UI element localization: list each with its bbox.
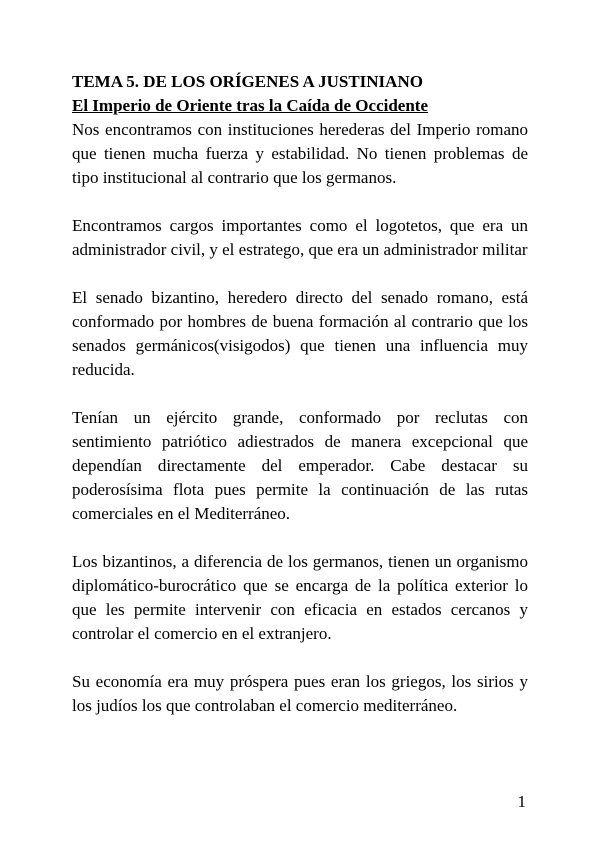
paragraph-4: Tenían un ejército grande, conformado por reclutas con sentimiento patriótico adiestrados de manera excepcional que dependían directamente del emperador. Cabe destacar su poderosísima flota pues permite la continuación de las rutas comerciales en el Mediterráneo.	[72, 408, 528, 523]
paragraph-1: Nos encontramos con instituciones herederas del Imperio romano que tienen mucha fuerza y estabilidad. No tienen problemas de tipo institucional al contrario que los germanos.	[72, 120, 528, 187]
document-page	[72, 70, 528, 718]
paragraph-5: Los bizantinos, a diferencia de los germanos, tienen un organismo diplomático-burocrático que se encarga de la política exterior lo que les permite intervenir con eficacia en estados cercanos y controlar el comercio en el extranjero.	[72, 552, 528, 643]
section-heading: El Imperio de Oriente tras la Caída de Occidente	[72, 96, 429, 115]
paragraph-6: Su economía era muy próspera pues eran los griegos, los sirios y los judíos los que controlaban el comercio mediterráneo.	[72, 672, 528, 715]
paragraph-2: Encontramos cargos importantes como el logotetos, que era un administrador civil, y el estratego, que era un administrador militar	[72, 216, 528, 259]
paragraph-3: El senado bizantino, heredero directo del senado romano, está conformado por hombres de buena formación al contrario que los senados germánicos(visigodos) que tienen una influencia muy reducida.	[72, 288, 528, 379]
page-number: 1	[517, 792, 526, 811]
document-title: TEMA 5. DE LOS ORÍGENES A JUSTINIANO	[72, 72, 423, 91]
